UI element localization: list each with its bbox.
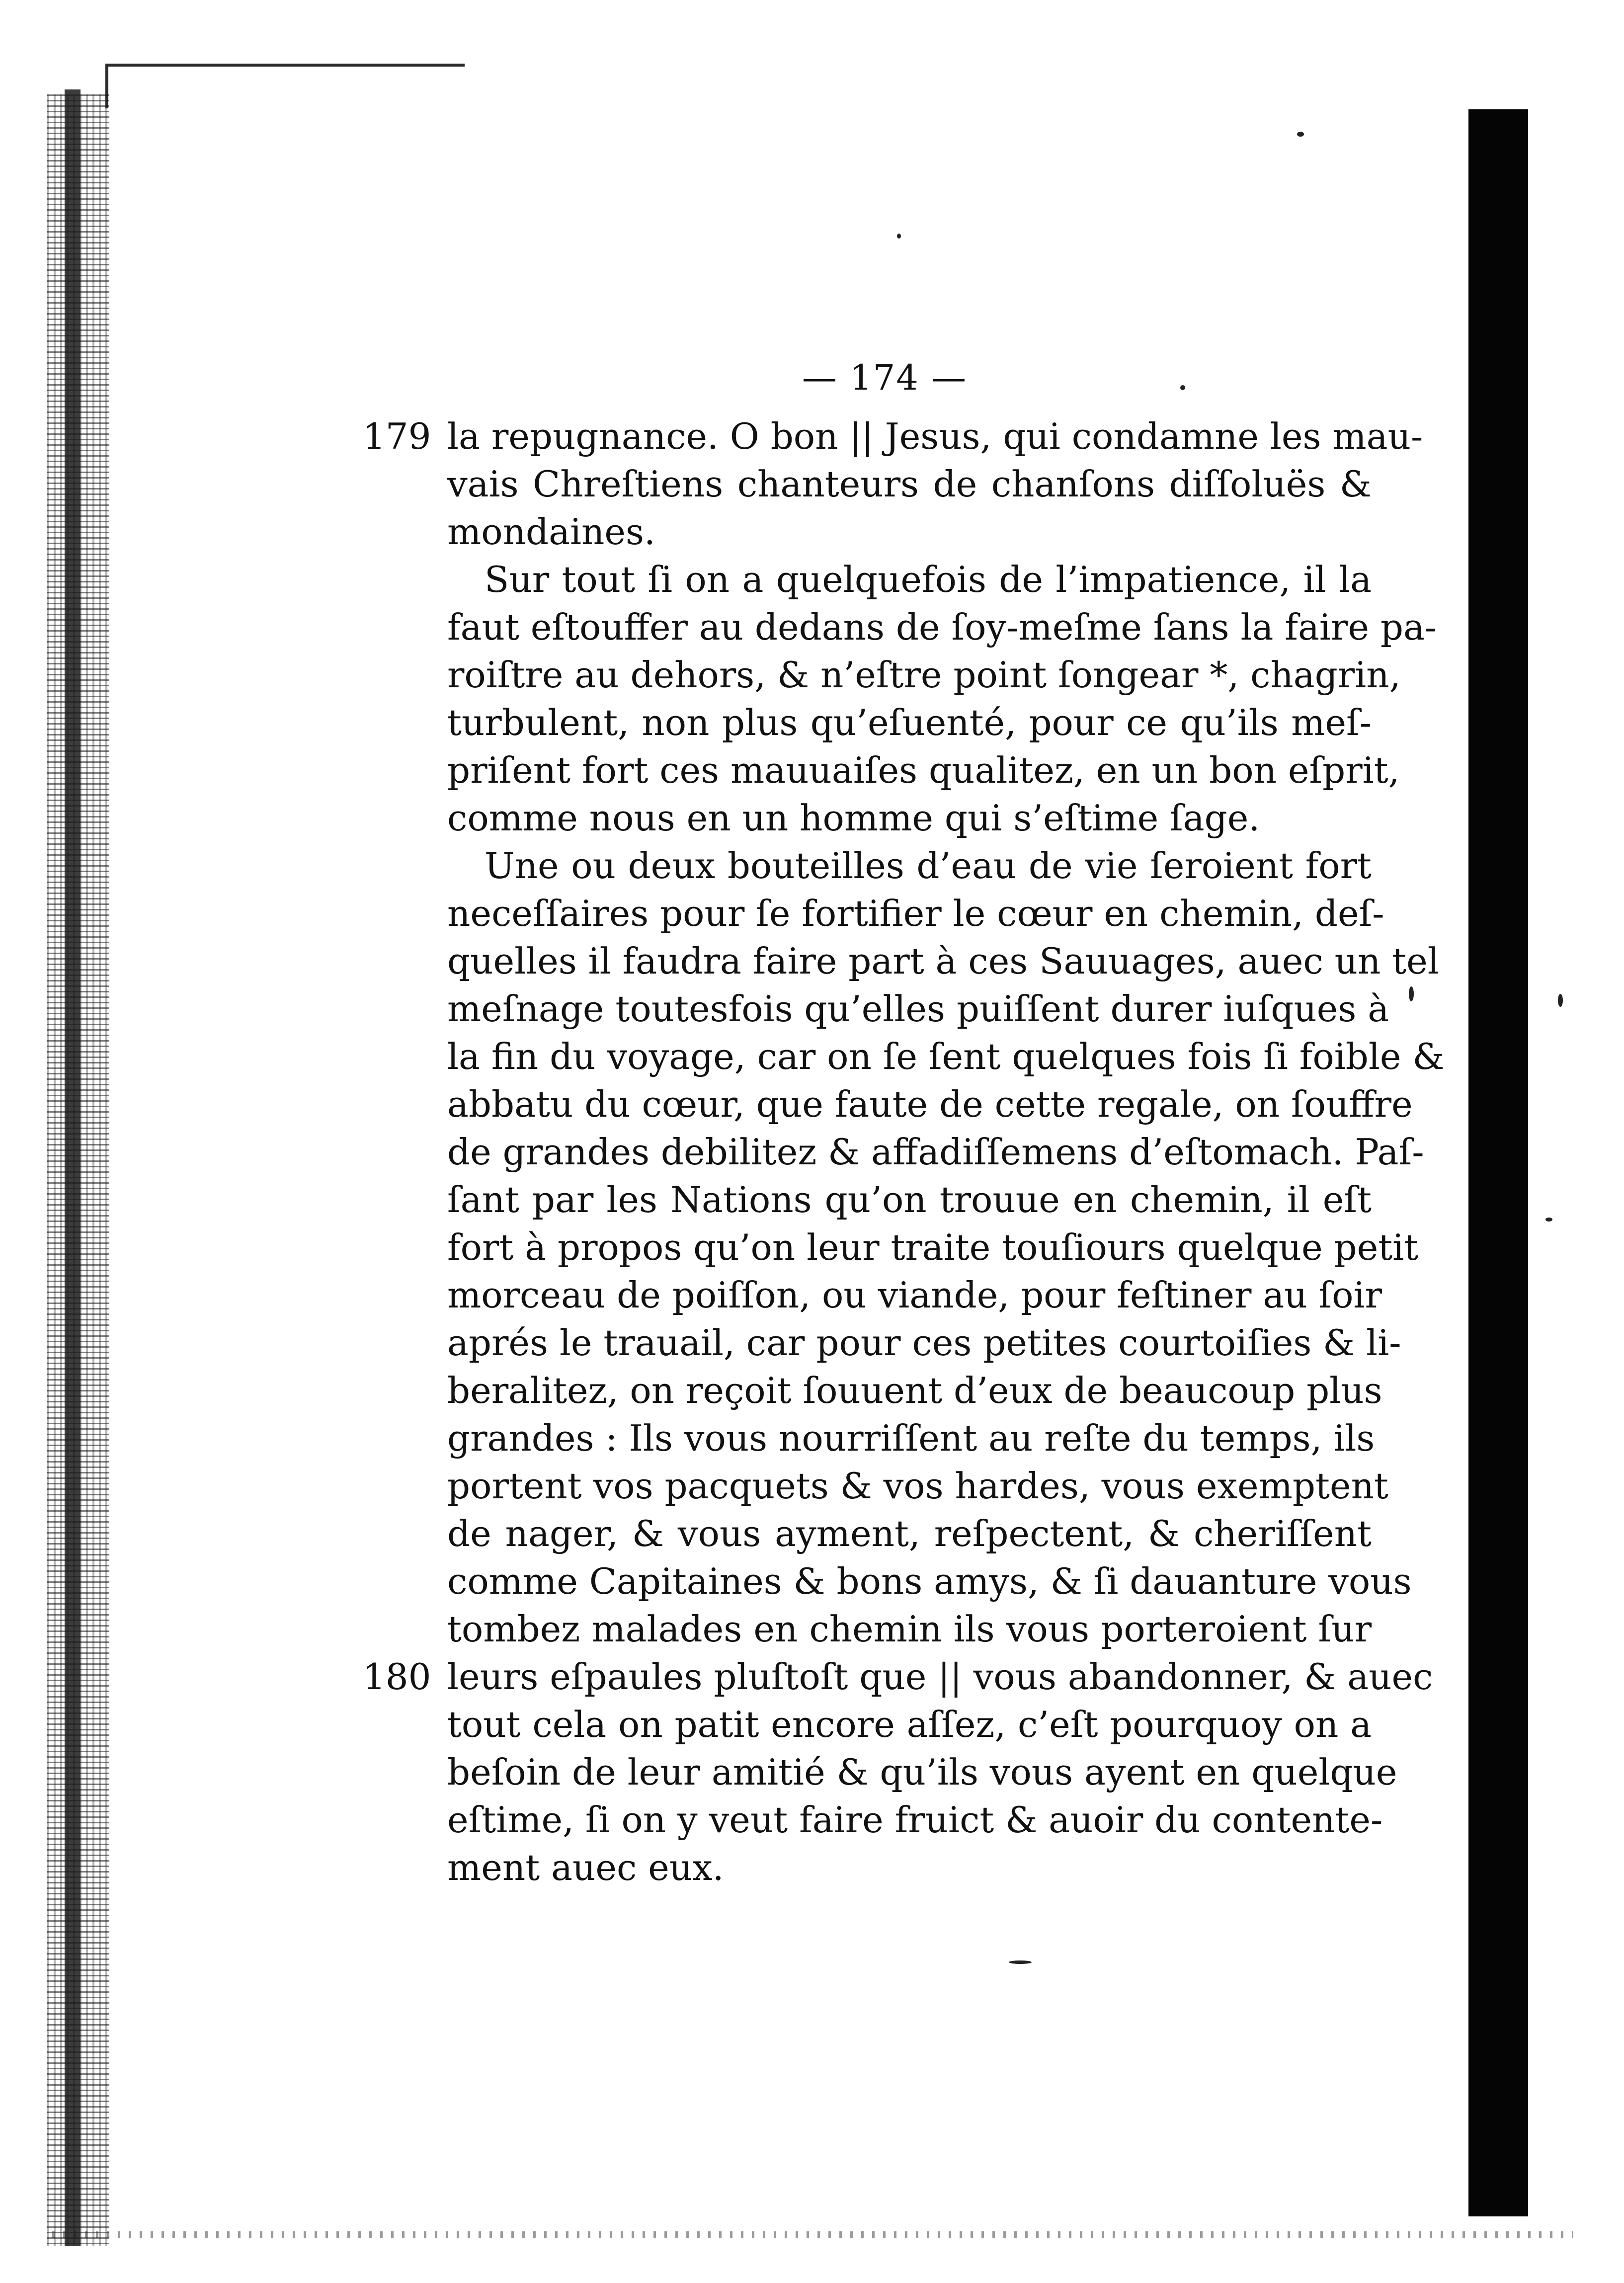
line-text: vais Chreſtiens chanteurs de chanſons diſſoluës & [447,463,1372,505]
line-text: priſent fort ces mauuaiſes qualitez, en un bon eſprit, [447,749,1400,791]
line-text: leurs eſpaules pluſtoſt que || vous abandonner, & auec [447,1656,1433,1698]
line-text: abbatu du cœur, que faute de cette regale, on ſouffre [447,1083,1413,1125]
line-text: grandes : Ils vous nourriſſent au reſte du temps, ils [447,1417,1375,1459]
text-line [447,937,1439,985]
line-text: tombez malades en chemin ils vous porteroient ſur [447,1608,1372,1650]
line-text: portent vos pacquets & vos hardes, vous exemptent [447,1465,1388,1507]
speck [1297,132,1304,137]
text-line [447,1701,1372,1748]
text-line [447,1605,1372,1653]
text-line [447,1510,1372,1557]
text-line [447,1128,1424,1176]
text-line [447,842,1372,890]
line-text: comme nous en un homme qui s’eſtime ſage. [447,797,1260,839]
line-text: neceſſaires pour ſe fortifier le cœur en chemin, deſ- [447,893,1384,934]
speck [1558,994,1563,1007]
text-line [447,1796,1383,1844]
speck [897,234,901,239]
bottom-edge-marks [52,2231,1573,2238]
text-line [363,412,1423,460]
page-number: — 174 — [802,357,968,398]
line-text: quelles il faudra faire part à ces Sauuages, auec un tel [447,940,1439,982]
text-line [447,985,1389,1033]
line-text: roiſtre au dehors, & n’eſtre point ſongear *, chagrin, [447,654,1401,696]
top-rule [107,64,465,67]
line-text: ment auec eux. [447,1847,724,1888]
text-line [447,603,1437,651]
text-line [447,746,1400,794]
text-line [447,1748,1397,1796]
line-text: beſoin de leur amitié & qu’ils vous ayent en quelque [447,1751,1397,1793]
text-line [447,699,1372,746]
line-text: aprés le trauail, car pour ces petites courtoiſies & li- [447,1322,1401,1364]
text-line [447,1557,1412,1605]
text-line [447,556,1372,603]
right-edge-shadow [1468,109,1528,2216]
text-line [447,1080,1413,1128]
text-line [447,1414,1375,1462]
line-text: Une ou deux bouteilles d’eau de vie ſeroient fort [485,845,1372,887]
body-text [363,412,1445,1891]
speck [1009,1960,1032,1964]
line-text: la fin du voyage, car on ſe ſent quelques fois ſi foible & [447,1036,1445,1077]
line-text: de grandes debilitez & affadiſſemens d’eſtomach. Paſ- [447,1131,1424,1173]
line-text: de nager, & vous ayment, reſpectent, & cheriſſent [447,1513,1372,1554]
text-line [447,1271,1382,1319]
line-text: fort à propos qu’on leur traite touſiours quelque petit [447,1226,1419,1268]
text-line [447,890,1384,937]
text-line [447,460,1372,508]
line-text: tout cela on patit encore aſſez, c’eſt pourquoy on a [447,1704,1372,1745]
line-text: eſtime, ſi on y veut faire fruict & auoir du contente- [447,1799,1383,1841]
line-text: mondaines. [447,511,655,553]
page-header [735,350,1034,405]
line-text: la repugnance. O bon || Jesus, qui condamne les mau- [447,415,1423,457]
margin-note: 179 [363,415,431,457]
text-line [363,1653,1433,1701]
line-text: comme Capitaines & bons amys, & ſi dauanture vous [447,1560,1412,1602]
line-text: ſant par les Nations qu’on trouue en chemin, il eſt [447,1179,1372,1221]
text-line [447,1033,1445,1080]
speck [1545,1218,1552,1222]
line-text: turbulent, non plus qu’eſuenté, pour ce qu’ils meſ- [447,702,1372,743]
line-text: meſnage toutesfois qu’elles puiſſent durer iuſques à [447,988,1389,1030]
binding-edge [65,89,81,2246]
line-text: morceau de poiſſon, ou viande, pour feſtiner au ſoir [447,1274,1382,1316]
text-line [447,1176,1372,1223]
line-text: faut eſtouffer au dedans de ſoy-meſme ſans la faire pa- [447,606,1437,648]
margin-note: 180 [363,1656,431,1698]
line-text: beralitez, on reçoit ſouuent d’eux de beaucoup plus [447,1370,1382,1411]
speck [1409,986,1414,1001]
text-line [447,1319,1401,1367]
line-text: Sur tout ſi on a quelquefois de l’impatience, il la [485,559,1372,600]
text-line [447,1462,1388,1510]
text-line [447,508,1372,556]
speck [1180,385,1185,390]
text-line [447,1223,1419,1271]
text-line [447,1844,1372,1891]
text-line [447,651,1401,699]
text-line [447,794,1372,842]
text-line [447,1367,1382,1414]
